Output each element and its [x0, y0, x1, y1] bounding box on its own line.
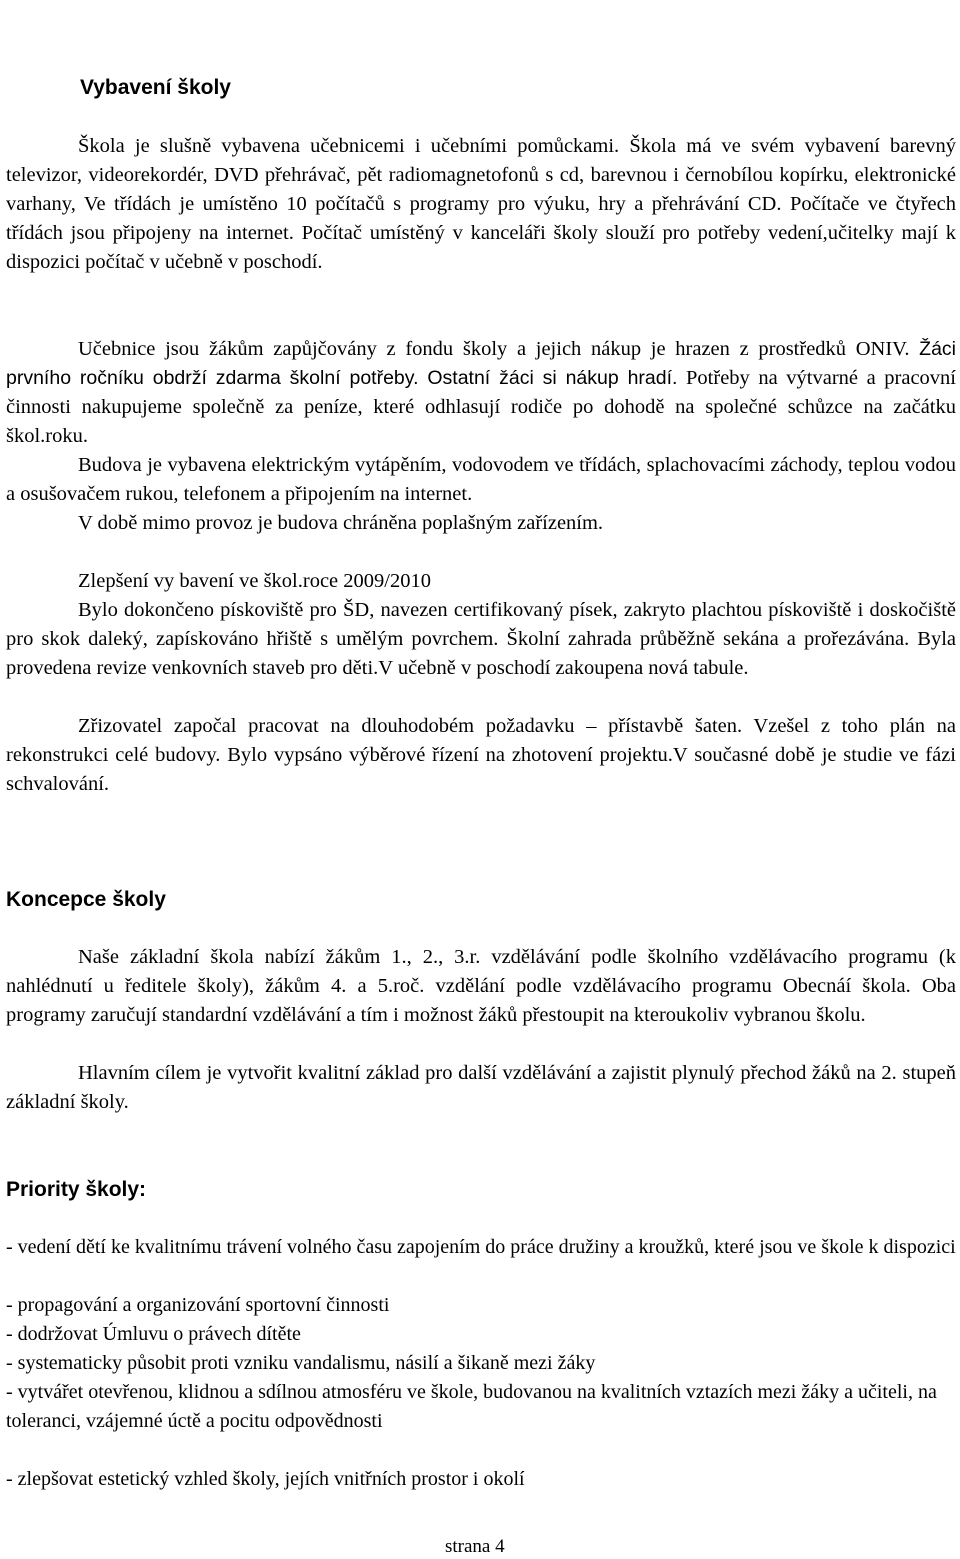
page-number: strana 4 [445, 1536, 505, 1557]
paragraph-alarm [6, 509, 956, 538]
priority-item: - vytvářet otevřenou, klidnou a sdílnou atmosféru ve škole, budovanou na kvalitních vztazích mezi žáky a učiteli, na toleranci, vzájemné úctě a pocitu odpovědnosti [6, 1381, 937, 1432]
section-heading-priority: Priority školy: [6, 1178, 147, 1201]
paragraph-improvements-title-text: Zlepšení vy bavení ve škol.roce 2009/2010 [78, 570, 431, 592]
paragraph-founder [6, 712, 956, 799]
priority-item: - vedení dětí ke kvalitnímu trávení volného času zapojením do práce družiny a kroužků, které jsou ve škole k dispozici [6, 1236, 956, 1258]
priority-item: - systematicky působit proti vzniku vandalismu, násilí a šikaně mezi žáky [6, 1352, 596, 1374]
section-heading-koncepce: Koncepce školy [6, 888, 166, 911]
paragraph-improvements-title [6, 567, 956, 596]
paragraph-concept [6, 943, 956, 1030]
priority-item: - zlepšovat estetický vzhled školy, jejích vnitřních prostor i okolí [6, 1468, 525, 1490]
paragraph-improvements [6, 596, 956, 683]
paragraph-textbooks [6, 335, 956, 451]
paragraph-textbooks-text-1: Učebnice jsou žákům zapůjčovány z fondu školy a jejich nákup je hrazen z prostředků ONIV. [78, 338, 920, 360]
priority-item: - propagování a organizování sportovní činnosti [6, 1294, 390, 1316]
paragraph-equipment [6, 132, 956, 277]
paragraph-goal-text: Hlavním cílem je vytvořit kvalitní základ pro další vzdělávání a zajistit plynulý přechod žáků na 2. stupeň základní školy. [6, 1062, 956, 1113]
paragraph-improvements-text: Bylo dokončeno pískoviště pro ŠD, navezen certifikovaný písek, zakryto plachtou pískoviště i doskočiště pro skok daleký, zapískováno hřiště s umělým povrchem. Školní zahrada průběžně sekána a prořezávána. Byla provedena revize venkovních staveb pro děti.V učebně v poschodí zakoupena nová tabule. [6, 599, 956, 679]
paragraph-equipment-text: Škola je slušně vybavena učebnicemi i učebními pomůckami. Škola má ve svém vybavení barevný televizor, videorekordér, DVD přehrávač, pět radiomagnetofonů s cd, barevnou i černobílou kopírku, elektronické varhany, Ve třídách je umístěno 10 počítačů s programy pro výuku, hry a přehrávání CD. Počítače ve čtyřech třídách jsou připojeny na internet. Počítač umístěný v kanceláři školy slouží pro potřeby vedení,učitelky mají k dispozici počítač v učebně v poschodí. [6, 135, 956, 273]
paragraph-building-text: Budova je vybavena elektrickým vytápěním, vodovodem ve třídách, splachovacími záchody, teplou vodou a osušovačem rukou, telefonem a připojením na internet. [6, 454, 956, 505]
paragraph-concept-text: Naše základní škola nabízí žákům 1., 2., 3.r. vzdělávání podle školního vzdělávacího programu (k nahlédnutí u ředitele školy), žákům 4. a 5.roč. vzdělání podle vzdělávacího programu Obecnáí škola. Oba programy zaručují standardní vzdělávání a tím i možnost žáků přestoupit na kteroukoliv vybranou školu. [6, 946, 956, 1026]
paragraph-building [6, 451, 956, 509]
paragraph-founder-text: Zřizovatel započal pracovat na dlouhodobém požadavku – přístavbě šaten. Vzešel z toho plán na rekonstrukci celé budovy. Bylo vypsáno výběrové řízení na zhotovení projektu.V současné době je studie ve fázi schvalování. [6, 715, 956, 795]
section-heading-vybaveni: Vybavení školy [80, 76, 231, 99]
priority-item: - dodržovat Úmluvu o právech dítěte [6, 1323, 301, 1345]
paragraph-goal [6, 1059, 956, 1117]
paragraph-alarm-text: V době mimo provoz je budova chráněna poplašným zařízením. [78, 512, 604, 534]
paragraph-textbooks-text-3: Potřeby na výtvarné a pracovní činnosti nakupujeme společně za peníze, které odhlasují rodiče po dohodě na společné schůzce na začátku škol.roku. [6, 367, 956, 447]
paragraph-textbooks-text-2: Žáci prvního ročníku obdrží zdarma školní potřeby. Ostatní žáci si nákup hradí. [6, 338, 956, 389]
